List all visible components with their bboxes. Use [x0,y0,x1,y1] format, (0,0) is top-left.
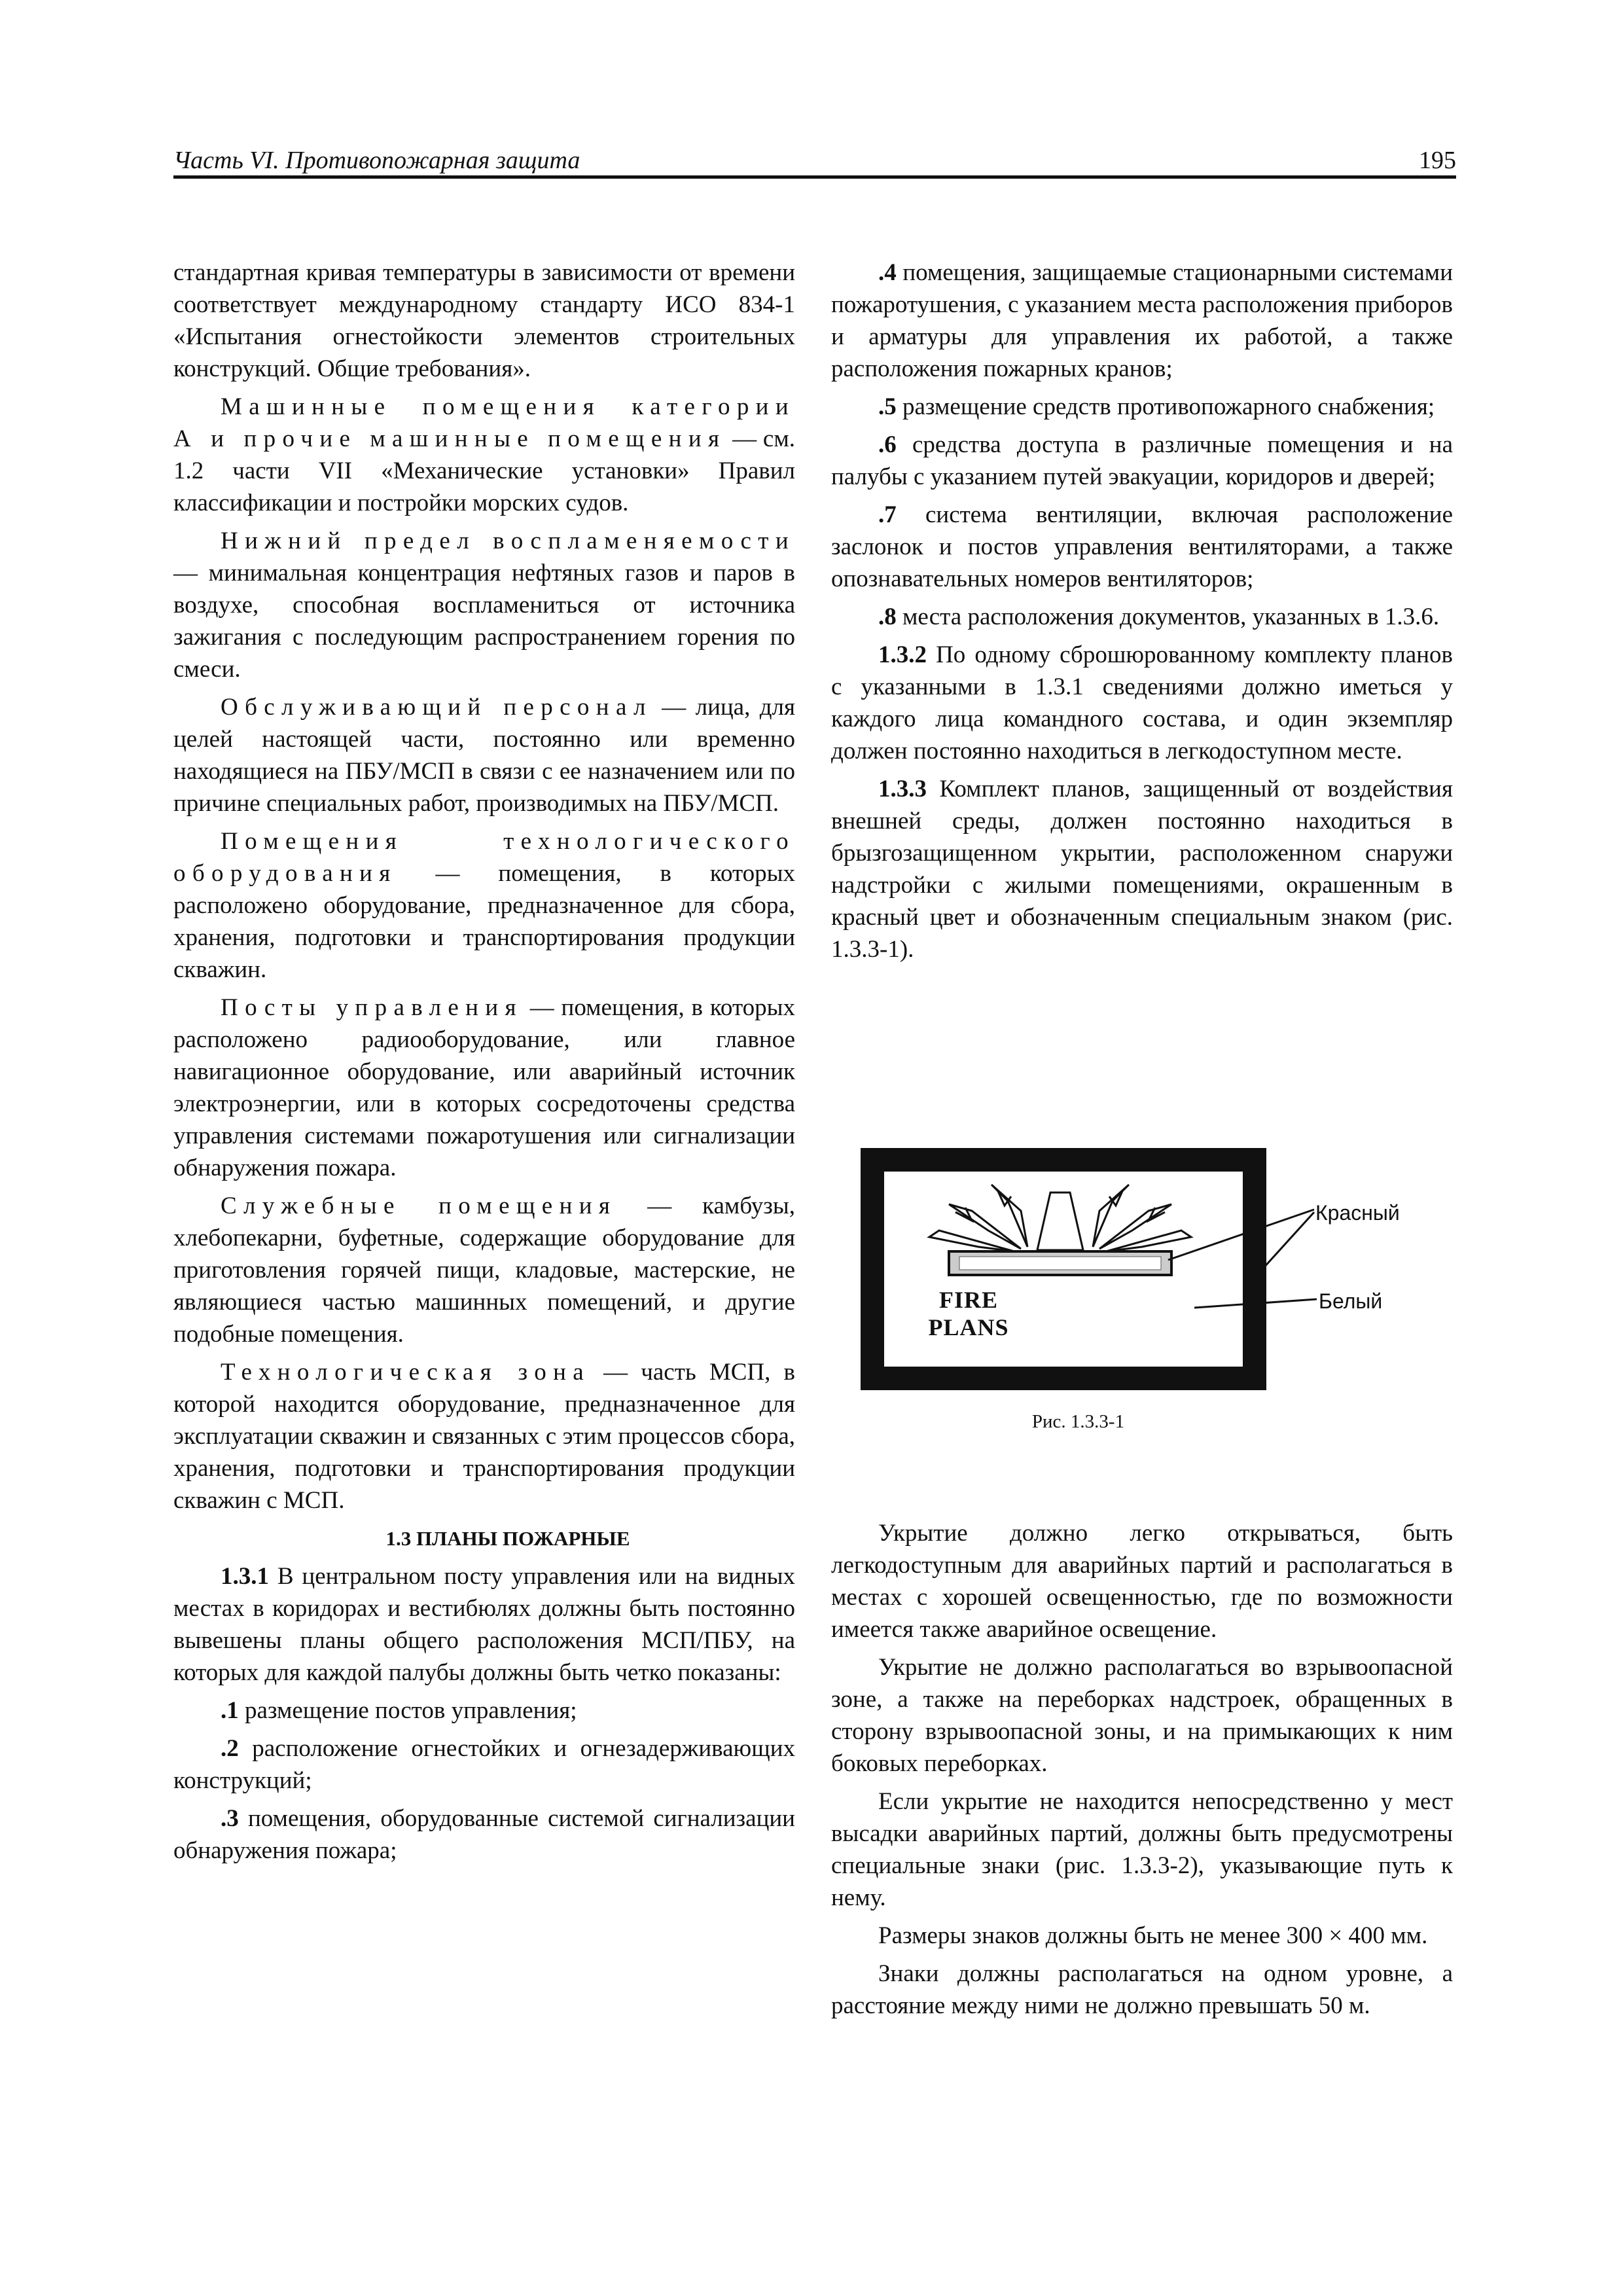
list-item: .6 средства доступа в различные помещения и на палубы с указанием путей эвакуации, коридоров и дверей; [831,431,1453,490]
sign-text: FIRE PLANS [928,1287,1009,1340]
defined-term: Нижний предел воспламеняемости [221,528,795,554]
definition-paragraph: Помещения технологического оборудования — помещения, в которых расположено оборудование, предназначенное для сбора, хранения, подготовки и транспортирования продукции скважин. [173,828,795,983]
header-rule [173,175,1456,179]
defined-term: Посты управления [221,994,523,1021]
leader-line-red-1 [1168,1210,1314,1260]
list-item: .5 размещение средств противопожарного снабжения; [878,393,1435,420]
clause-number: 1.3.1 [221,1563,269,1590]
list-item: .7 система вентиляции, включая расположение заслонок и постов управления вентиляторами, а также опознавательных номеров вентиляторов; [831,501,1453,592]
definition-paragraph: Обслуживающий персонал — лица, для целей настоящей части, постоянно или временно находящиеся на ПБУ/МСП в связи с ее назначением или по причине специальных работ, производимых на ПБУ/МСП. [173,694,796,817]
defined-term: Обслуживающий персонал [221,694,652,721]
running-head [173,141,1456,179]
definition-paragraph: Технологическая зона — часть МСП, в которой находится оборудование, предназначенное для эксплуатации скважин и связанных с этим процессов сбора, хранения, подготовки и транспортирования продукции скважин с МСП. [173,1359,795,1514]
paragraph: Размеры знаков должны быть не менее 300 × 400 мм. [878,1922,1428,1949]
defined-term: Технологическая зона [221,1359,591,1386]
fire-plans-sign-figure [831,1139,1453,1446]
clause-number: 1.3.2 [878,641,927,668]
figure-caption: Рис. 1.3.3-1 [1031,1411,1125,1432]
leader-line-red-2 [1250,1212,1314,1283]
left-column [173,257,795,1873]
clause-number: 1.3.3 [878,776,927,802]
definition-paragraph: Машинные помещения категории А и прочие машинные помещения — см. 1.2 части VII «Механические установки» Правил классификации и постройки морских судов. [173,393,795,516]
paragraph: Укрытие должно легко открываться, быть легкодоступным для аварийных партий и располагаться в местах с хорошей освещенностью, где по возможности имеется также аварийное освещение. [831,1520,1453,1643]
defined-term: Машинные помещения категории А и прочие машинные помещения [173,393,795,452]
legend-red: Красный [1315,1201,1400,1225]
definition-paragraph: Служебные помещения — камбузы, хлебопекарни, буфетные, содержащие оборудование для приготовления горячей пищи, кладовые, мастерские, не являющиеся частью машинных помещений, и другие подобные помещения. [173,1193,795,1348]
definition-paragraph: Посты управления — помещения, в которых расположено радиооборудование, или главное навигационное оборудование, или аварийный источник электроэнергии, или в которых сосредоточены средства управления системами пожаротушения или сигнализации обнаружения пожара. [173,994,795,1181]
right-column [831,257,1453,971]
clause-paragraph: 1.3.3 Комплект планов, защищенный от воздействия внешней среды, должен постоянно находиться в брызгозащищенном укрытии, расположенном снаружи надстройки с жилыми помещениями, окрашенным в красный цвет и обозначенным специальным знаком (рис. 1.3.3-1). [831,776,1453,963]
flame-emblem-icon [929,1185,1191,1251]
legend-white: Белый [1319,1289,1383,1313]
leader-line-white [1194,1299,1317,1308]
list-item: .8 места расположения документов, указанных в 1.3.6. [878,603,1440,630]
page-number: 195 [1419,147,1456,174]
definition-paragraph: Нижний предел воспламеняемости — минимальная концентрация нефтяных газов и паров в воздухе, способная воспламениться от источника зажигания с последующим распространением горения по смеси. [173,528,795,683]
list-item: .2 расположение огнестойких и огнезадерживающих конструкций; [173,1735,795,1794]
defined-term: Помещения технологического оборудования [173,828,795,887]
section-heading: 1.3 ПЛАНЫ ПОЖАРНЫЕ [385,1527,630,1550]
clause-paragraph: 1.3.2 По одному сброшюрованному комплекту планов с указанными в 1.3.1 сведениями должно иметься у каждого лица командного состава, и один экземпляр должен постоянно находиться в легкодоступном месте. [831,641,1453,764]
paragraph: Знаки должны располагаться на одном уровне, а расстояние между ними не должно превышать 50 м. [831,1960,1453,2019]
clause-paragraph: 1.3.1 В центральном посту управления или на видных местах в коридорах и вестибюлях должны быть постоянно вывешены планы общего расположения МСП/ПБУ, на которых для каждой палубы должны быть четко показаны: [173,1563,795,1686]
list-item: .3 помещения, оборудованные системой сигнализации обнаружения пожара; [173,1805,795,1864]
paragraph: стандартная кривая температуры в зависимости от времени соответствует международному стандарту ИСО 834-1 «Испытания огнестойкости элементов строительных конструкций. Общие требования». [173,259,795,382]
paragraph: Если укрытие не находится непосредственно у мест высадки аварийных партий, должны быть предусмотрены специальные знаки (рис. 1.3.3-2), указывающие путь к нему. [831,1788,1453,1911]
defined-term: Служебные помещения [221,1193,617,1219]
right-column-lower [831,1517,1453,2028]
paragraph: Укрытие не должно располагаться во взрывоопасной зоне, а также на переборках надстроек, обращенных в сторону взрывоопасной зоны, и на примыкающих к ним боковых переборках. [831,1654,1453,1777]
list-item: .1 размещение постов управления; [221,1697,577,1724]
list-item: .4 помещения, защищаемые стационарными системами пожаротушения, с указанием места расположения приборов и арматуры для управления их работой, а также расположения пожарных кранов; [831,259,1453,382]
running-head-title: Часть VI. Противопожарная защита [173,147,580,174]
